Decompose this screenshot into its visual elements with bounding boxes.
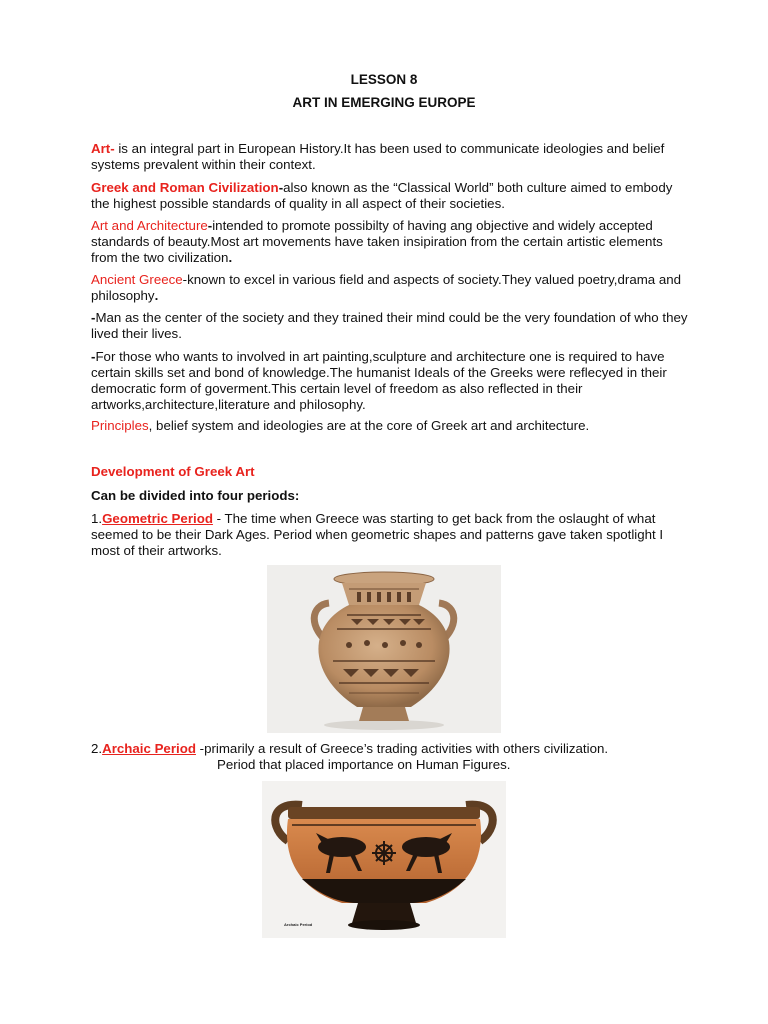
period-number-2: 2. [91, 741, 103, 756]
paragraph-art [91, 141, 691, 173]
text-for-those: For those who wants to involved in art painting,sculpture and architecture one is required to have certain skills set and bond of knowledge.The humanist Ideals of the Greeks were reflecyed in their democratic form of goverment.This certain level of freedom as also reflected in their artworks,architecture,literature and philosophy. [91, 349, 667, 412]
paragraph-art-architecture [91, 218, 691, 266]
term-principles: Principles [91, 418, 149, 433]
text-archaic-period-line1: -primarily a result of Greece’s trading activities with others civilization. [195, 741, 609, 756]
text-art: is an integral part in European History.It has been used to communicate ideologies and belief systems prevalent within their context. [91, 141, 665, 172]
term-archaic-period: Archaic Period [102, 741, 196, 756]
text-man-center: Man as the center of the society and they trained their mind could be the very foundation of who they lived their lives. [91, 310, 688, 341]
paragraph-man-center [91, 310, 691, 342]
lesson-number: LESSON 8 [350, 72, 418, 87]
end-art-architecture: . [228, 250, 233, 265]
geometric-amphora-icon [267, 565, 501, 733]
dash-man-center: - [91, 310, 96, 325]
text-greek-roman: also known as the “Classical World” both culture aimed to embody the highest possible standards of quality in all aspect of their societies. [91, 180, 673, 211]
paragraph-archaic-period [91, 741, 711, 773]
paragraph-geometric-period [91, 511, 691, 559]
dash-greek-roman: - [278, 180, 284, 195]
paragraph-ancient-greece [91, 272, 691, 304]
archaic-image-caption: Archaic Period [284, 922, 313, 927]
text-principles: , belief system and ideologies are at the core of Greek art and architecture. [148, 418, 590, 433]
term-ancient-greece: Ancient Greece [91, 272, 183, 287]
text-archaic-period-line2: Period that placed importance on Human Figures. [217, 757, 511, 772]
section-heading-development: Development of Greek Art [91, 464, 255, 479]
end-ancient-greece: . [154, 288, 159, 303]
text-art-architecture: intended to promote possibilty of having ang objective and widely accepted standards of beauty.Most art movements have taken insipiration from the certain artistic elements from the two civilization [91, 218, 663, 265]
term-geometric-period: Geometric Period [102, 511, 213, 526]
text-ancient-greece: -known to excel in various field and aspects of society.They valued poetry,drama and philosophy [91, 272, 682, 303]
archaic-krater-icon [262, 781, 506, 938]
paragraph-greek-roman [91, 180, 691, 212]
dash-for-those: - [91, 349, 96, 364]
section-subheading-periods: Can be divided into four periods: [91, 488, 300, 503]
term-art: Art- [91, 141, 115, 156]
period-number-1: 1. [91, 511, 103, 526]
page-title: ART IN EMERGING EUROPE [292, 95, 476, 110]
term-art-architecture: Art and Architecture [91, 218, 208, 233]
paragraph-principles [91, 418, 691, 434]
paragraph-for-those [91, 349, 691, 413]
archaic-krater-image [262, 781, 506, 938]
dash-art-architecture: - [207, 218, 213, 233]
geometric-vase-image [267, 565, 501, 733]
term-greek-roman: Greek and Roman Civilization [91, 180, 279, 195]
text-geometric-period: - The time when Greece was starting to get back from the oslaught of what seemed to be their Dark Ages. Period when geometric shapes and patterns gave taken spotlight I most of their artworks. [91, 511, 664, 558]
